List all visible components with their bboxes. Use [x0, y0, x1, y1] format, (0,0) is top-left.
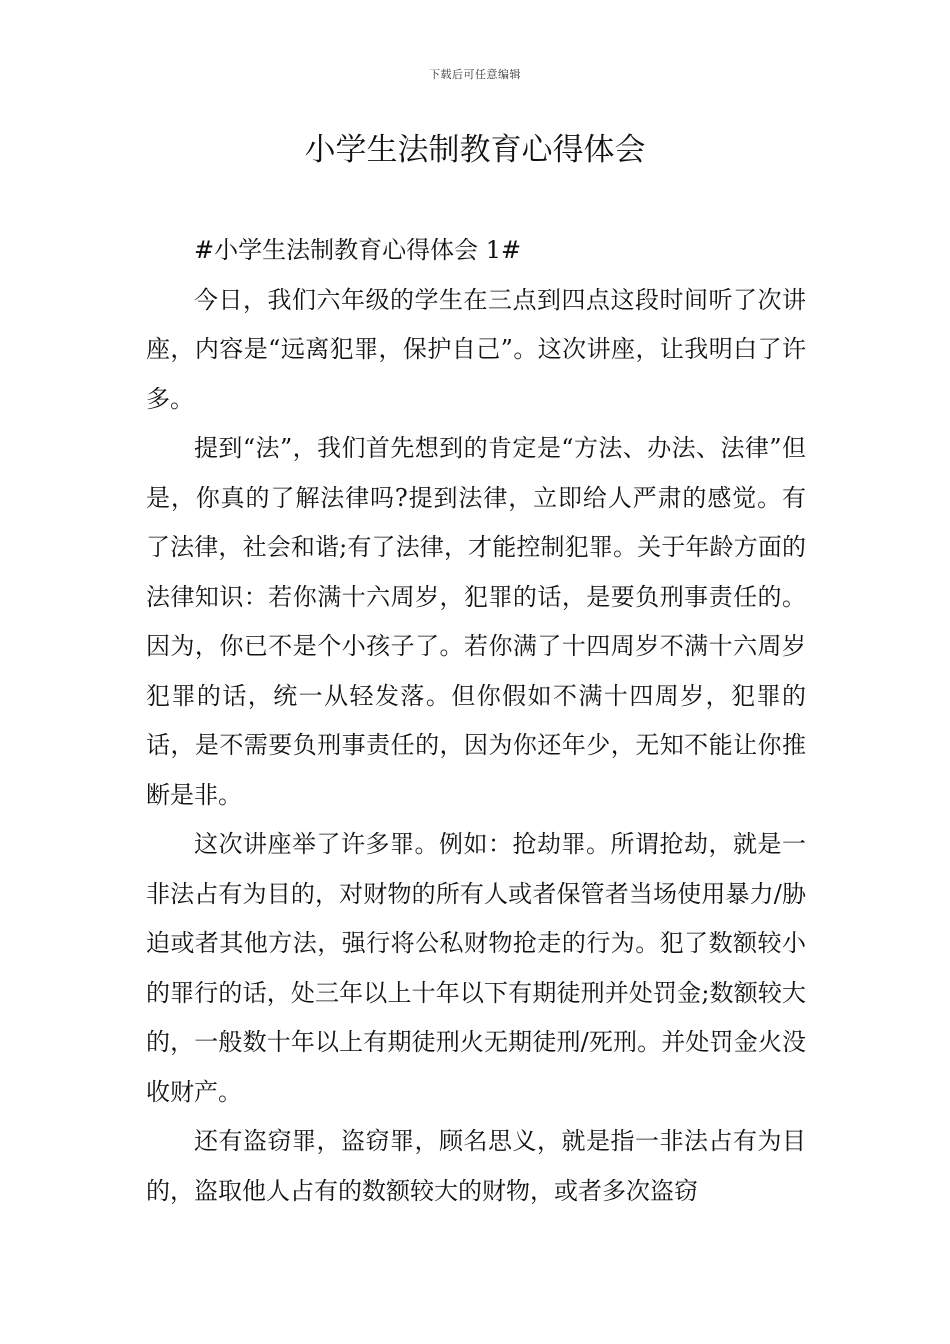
document-body [146, 226, 806, 1216]
document-title: 小学生法制教育心得体会 [304, 132, 646, 168]
paragraph-1: 今日，我们六年级的学生在三点到四点这段时间听了次讲座，内容是“远离犯罪，保护自己”。这次讲座，让我明白了许多。 [146, 285, 806, 413]
paragraph-3: 这次讲座举了许多罪。例如：抢劫罪。所谓抢劫，就是一非法占有为目的，对财物的所有人或者保管者当场使用暴力/胁迫或者其他方法，强行将公私财物抢走的行为。犯了数额较小的罪行的话，处三年以上十年以下有期徒刑并处罚金;数额较大的，一般数十年以上有期徒刑火无期徒刑/死刑。并处罚金火没收财产。 [146, 830, 806, 1106]
section-heading: #小学生法制教育心得体会 1# [194, 236, 522, 264]
paragraph-4: 还有盗窃罪，盗窃罪，顾名思义，就是指一非法占有为目的，盗取他人占有的数额较大的财物，或者多次盗窃 [146, 1127, 806, 1205]
paragraph-2: 提到“法”，我们首先想到的肯定是“方法、办法、法律”但是，你真的了解法律吗?提到法律，立即给人严肃的感觉。有了法律，社会和谐;有了法律，才能控制犯罪。关于年龄方面的法律知识：若你满十六周岁，犯罪的话，是要负刑事责任的。因为，你已不是个小孩子了。若你满了十四周岁不满十六周岁犯罪的话，统一从轻发落。但你假如不满十四周岁，犯罪的话，是不需要负刑事责任的，因为你还年少，无知不能让你推断是非。 [146, 434, 806, 809]
header-note: 下载后可任意编辑 [429, 68, 521, 81]
